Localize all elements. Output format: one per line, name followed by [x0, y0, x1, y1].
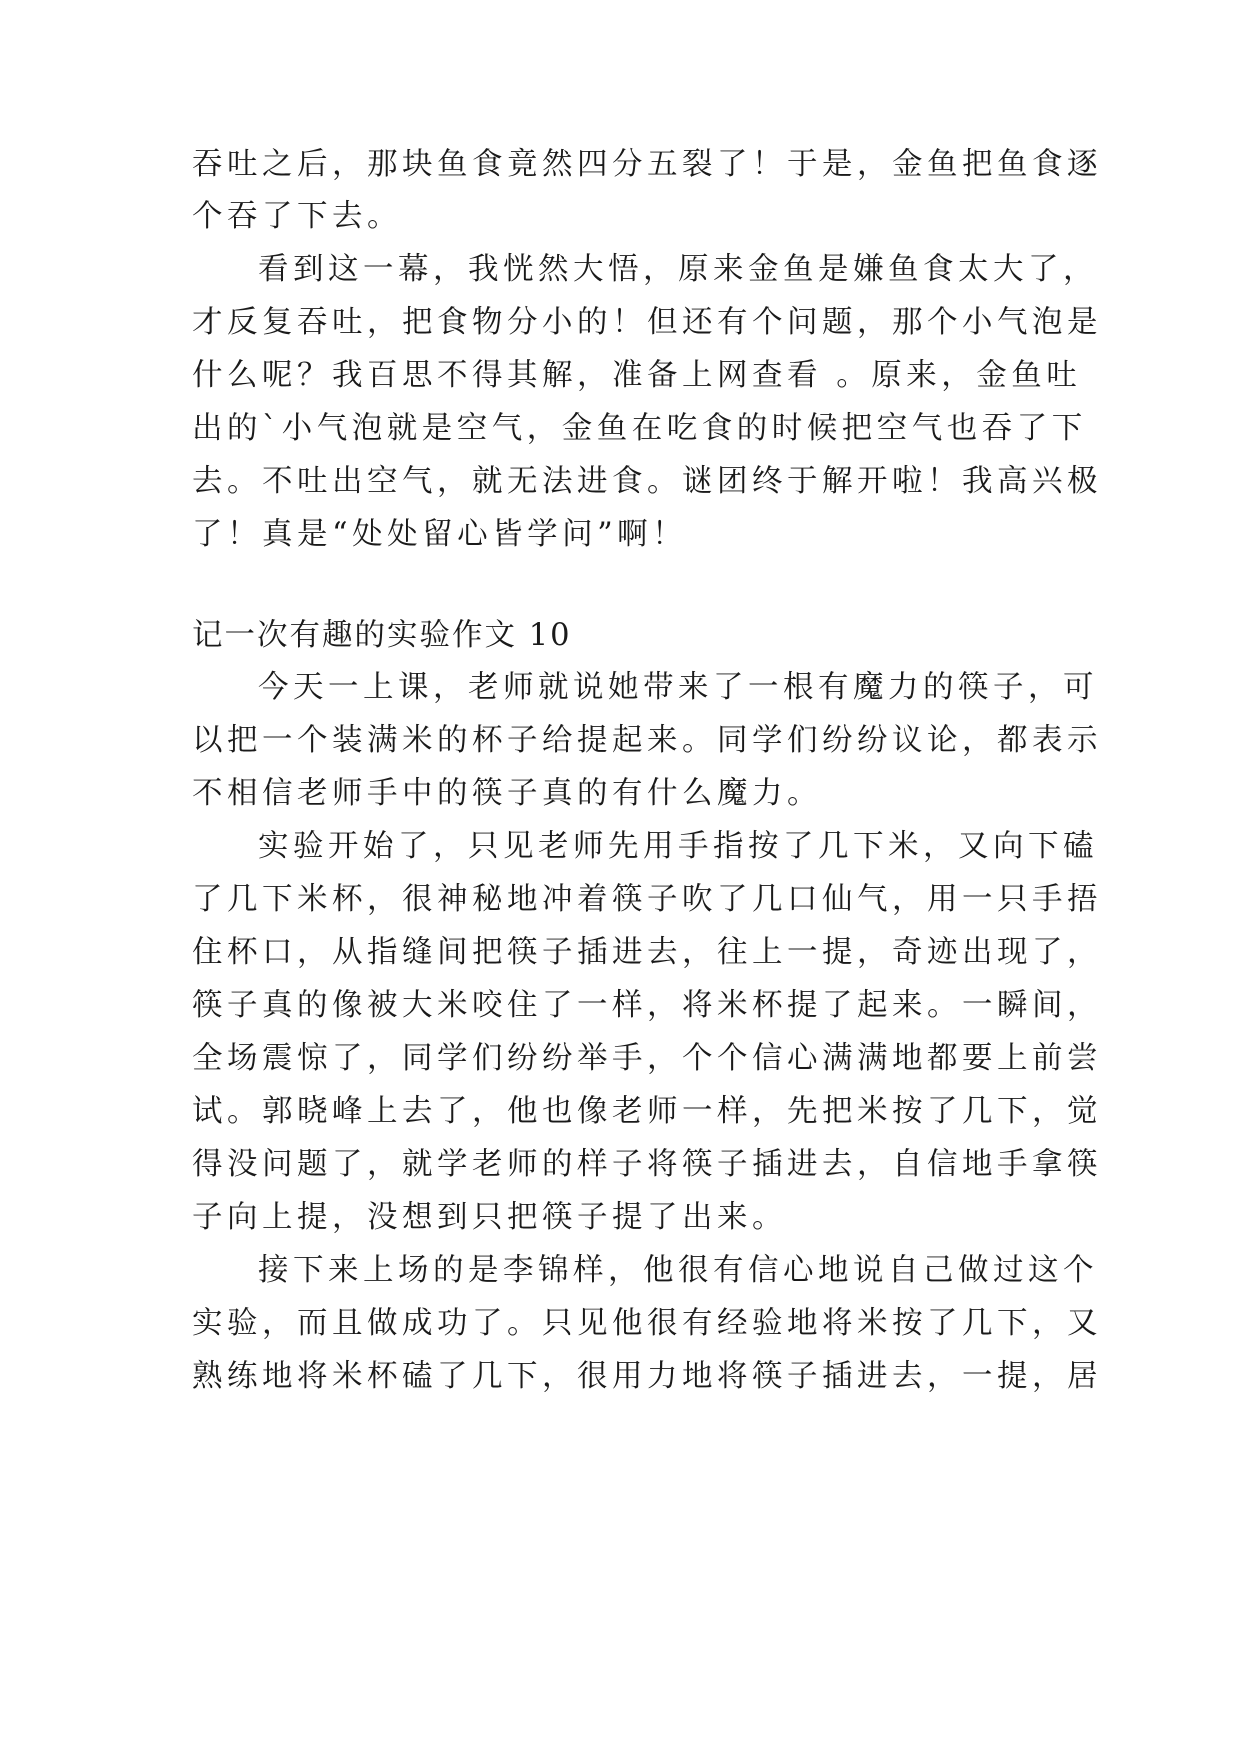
- paragraph-line: 全场震惊了，同学们纷纷举手，个个信心满满地都要上前尝: [192, 1041, 1102, 1076]
- essay-title: 记一次有趣的实验作文 10: [192, 618, 572, 653]
- paragraph-line: 以把一个装满米的杯子给提起来。同学们纷纷议论，都表示: [192, 723, 1102, 758]
- paragraph-line: 接下来上场的是李锦样，他很有信心地说自己做过这个: [258, 1253, 1098, 1288]
- paragraph-line: 筷子真的像被大米咬住了一样，将米杯提了起来。一瞬间，: [192, 988, 1102, 1023]
- paragraph-line: 了！真是“处处留心皆学问”啊！: [192, 517, 688, 552]
- paragraph-line: 了几下米杯，很神秘地冲着筷子吹了几口仙气，用一只手捂: [192, 882, 1102, 917]
- paragraph-line: 出的`小气泡就是空气，金鱼在吃食的时候把空气也吞了下: [192, 411, 1087, 446]
- paragraph-line: 看到这一幕，我恍然大悟，原来金鱼是嫌鱼食太大了，: [258, 252, 1098, 287]
- paragraph-line: 个吞了下去。: [192, 199, 402, 234]
- paragraph-line: 住杯口，从指缝间把筷子插进去，往上一提，奇迹出现了，: [192, 935, 1102, 970]
- paragraph-line: 什么呢？我百思不得其解，准备上网查看 。原来，金鱼吐: [192, 358, 1082, 393]
- paragraph-line: 熟练地将米杯磕了几下，很用力地将筷子插进去，一提，居: [192, 1359, 1102, 1394]
- paragraph-line: 今天一上课，老师就说她带来了一根有魔力的筷子，可: [258, 670, 1098, 705]
- paragraph-line: 实验，而且做成功了。只见他很有经验地将米按了几下，又: [192, 1306, 1102, 1341]
- paragraph-line: 不相信老师手中的筷子真的有什么魔力。: [192, 776, 822, 811]
- paragraph-line: 去。不吐出空气，就无法进食。谜团终于解开啦！我高兴极: [192, 464, 1102, 499]
- paragraph-line: 吞吐之后，那块鱼食竟然四分五裂了！于是，金鱼把鱼食逐: [192, 147, 1102, 182]
- paragraph-line: 得没问题了，就学老师的样子将筷子插进去，自信地手拿筷: [192, 1147, 1102, 1182]
- paragraph-line: 实验开始了，只见老师先用手指按了几下米，又向下磕: [258, 829, 1098, 864]
- paragraph-line: 才反复吞吐，把食物分小的！但还有个问题，那个小气泡是: [192, 305, 1102, 340]
- paragraph-line: 试。郭晓峰上去了，他也像老师一样，先把米按了几下，觉: [192, 1094, 1102, 1129]
- paragraph-line: 子向上提，没想到只把筷子提了出来。: [192, 1200, 787, 1235]
